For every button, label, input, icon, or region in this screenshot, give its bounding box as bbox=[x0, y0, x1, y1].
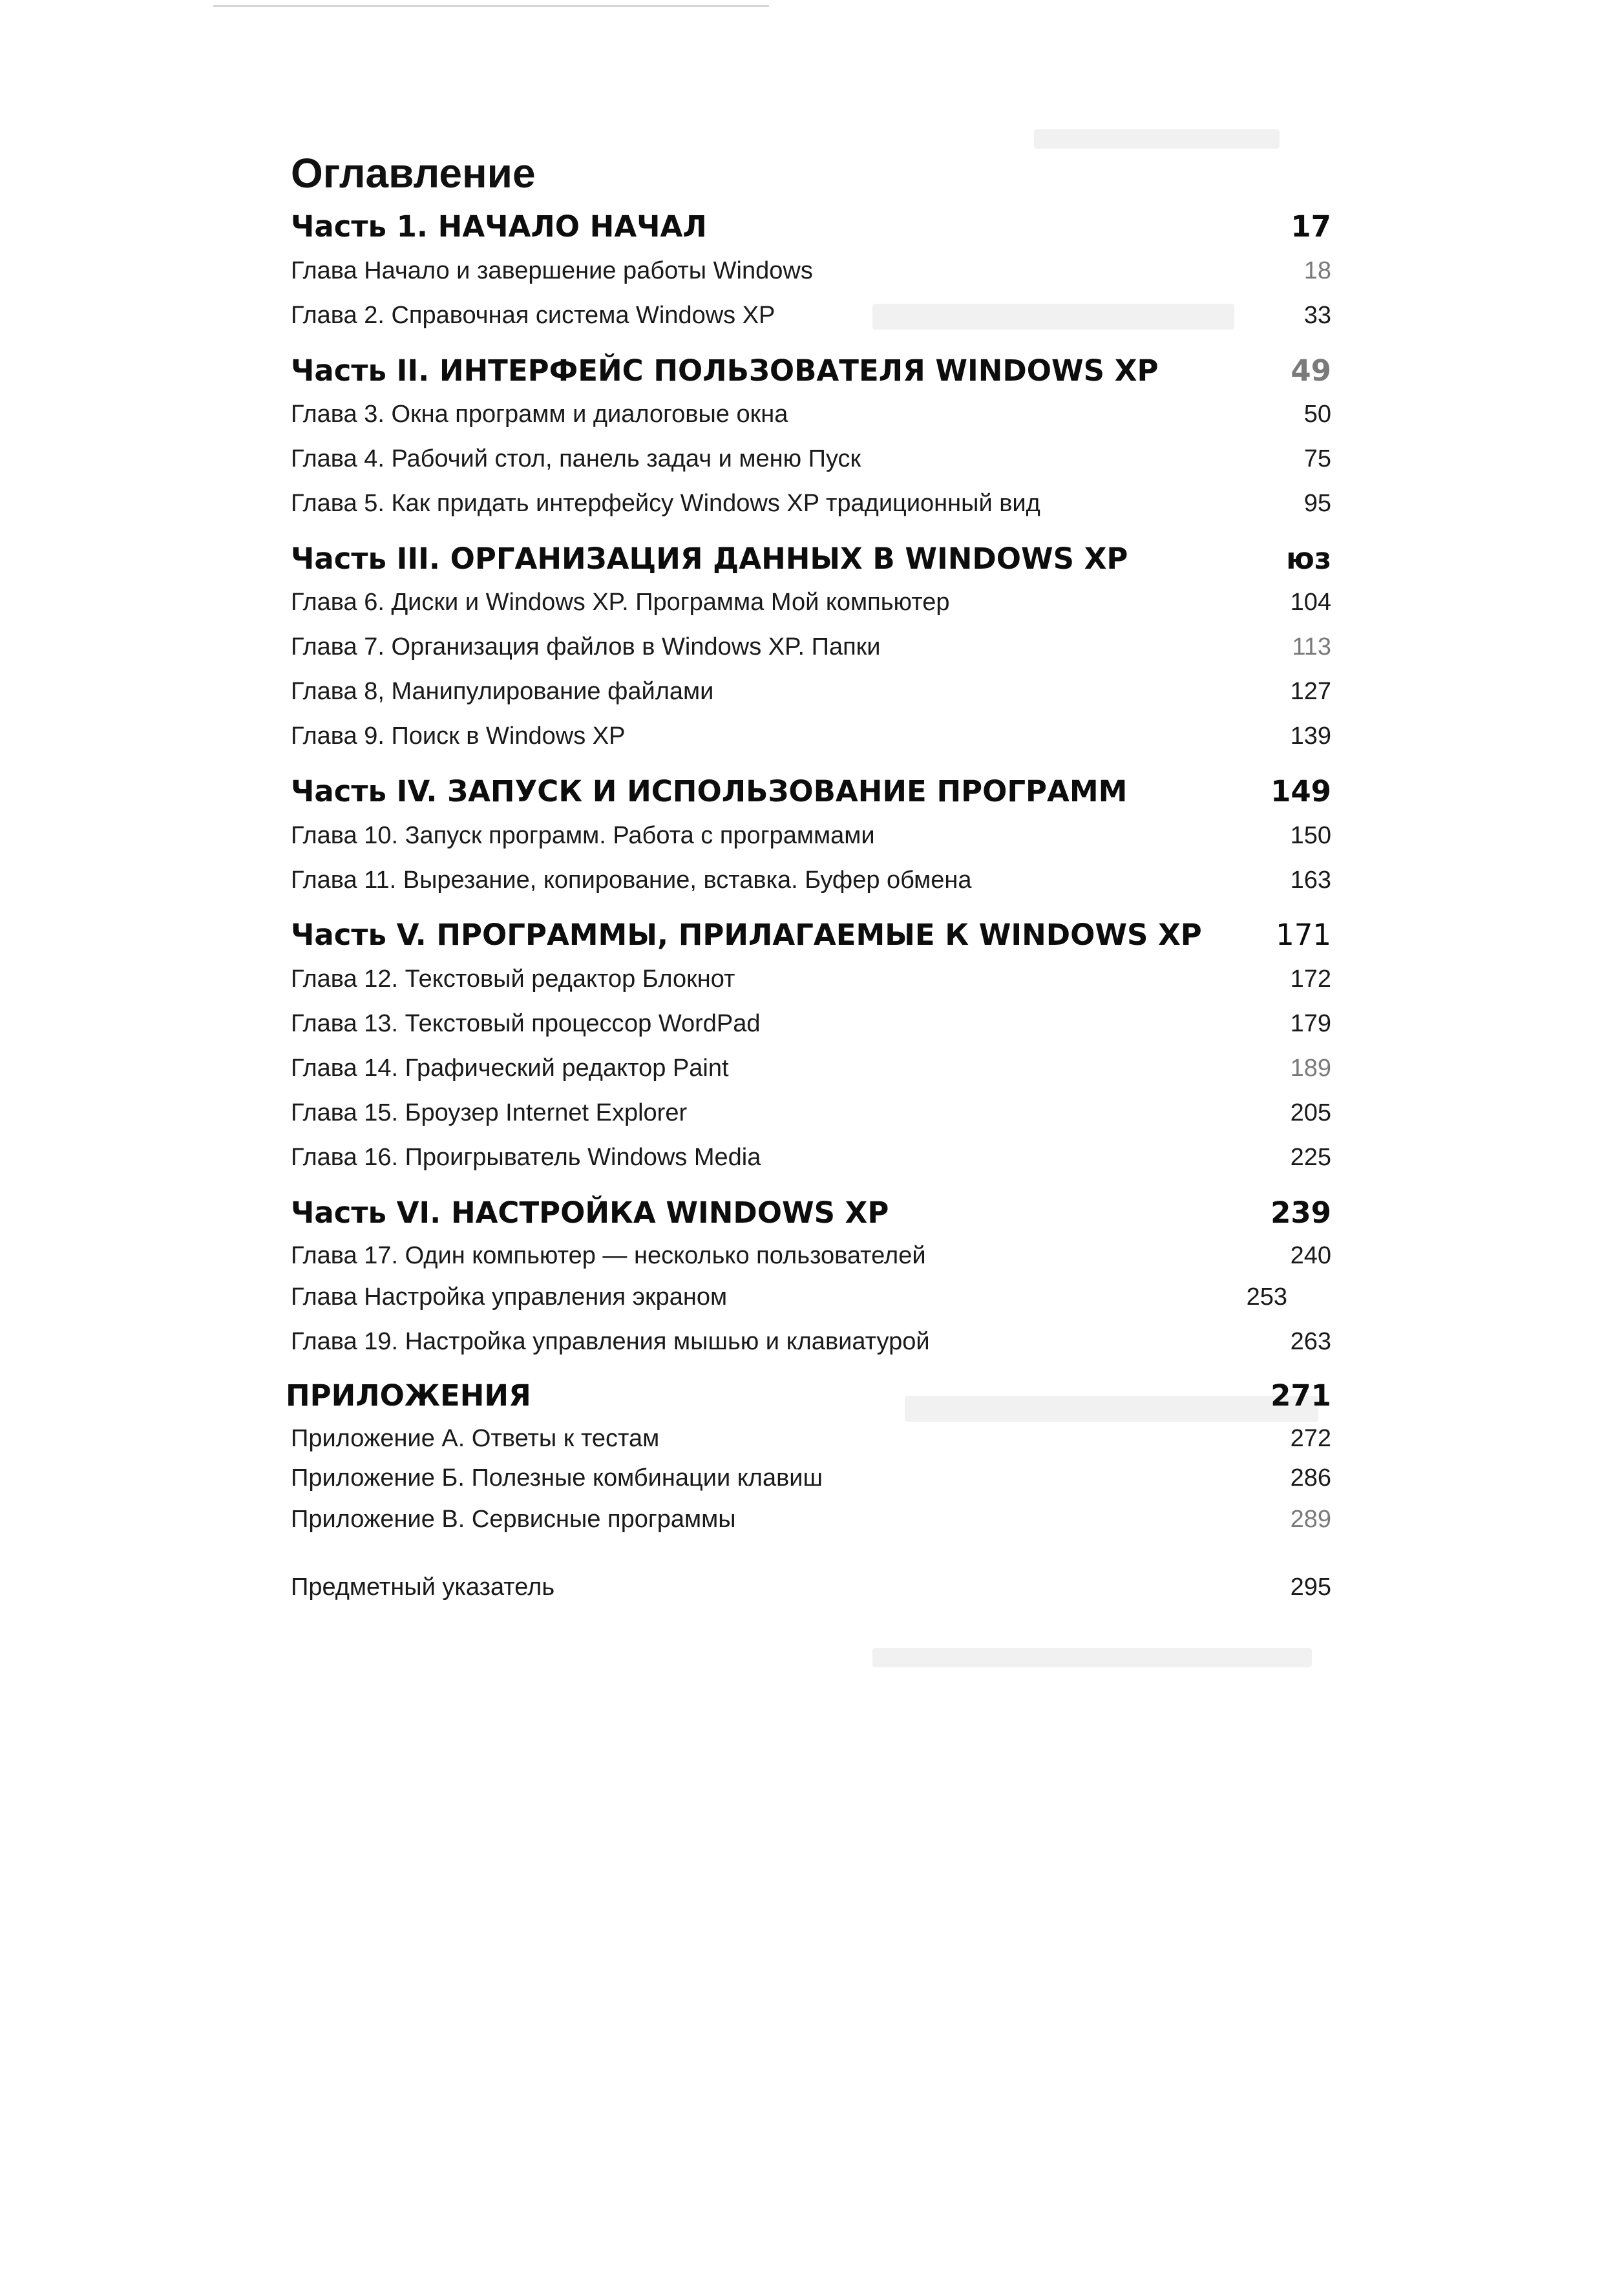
toc-page-number: юз bbox=[1286, 542, 1331, 576]
toc-part-row[interactable] bbox=[291, 209, 1331, 248]
toc-chapter-label: Глава 7. Организация файлов в Windows XP. Папки bbox=[291, 633, 881, 660]
toc-chapter-label: Глава 11. Вырезание, копирование, вставка. Буфер обмена bbox=[291, 867, 972, 894]
toc-part-label: ПРИЛОЖЕНИЯ bbox=[286, 1378, 531, 1413]
toc-page-number: 240 bbox=[1290, 1242, 1331, 1269]
toc-page-number: 127 bbox=[1290, 678, 1331, 705]
toc-page-number: 205 bbox=[1290, 1099, 1331, 1126]
toc-chapter-label: Приложение Б. Полезные комбинации клавиш bbox=[291, 1464, 823, 1492]
toc-chapter-label: Глава 10. Запуск программ. Работа с программами bbox=[291, 822, 875, 849]
toc-part-label: Часть VI. НАСТРОЙКА WINDOWS XP bbox=[291, 1196, 889, 1230]
toc-chapter-row[interactable] bbox=[291, 1506, 1331, 1545]
toc-chapter-row[interactable] bbox=[291, 822, 1331, 861]
toc-chapter-label: Глава 13. Текстовый процессор WordPad bbox=[291, 1010, 761, 1037]
toc-page-number: 179 bbox=[1290, 1010, 1331, 1037]
toc-part-label: Часть V. ПРОГРАММЫ, ПРИЛАГАЕМЫЕ К WINDOWS XP bbox=[291, 918, 1202, 952]
toc-chapter-row[interactable] bbox=[291, 867, 1331, 905]
toc-page-number: 189 bbox=[1290, 1055, 1331, 1082]
toc-page-number: 172 bbox=[1290, 965, 1331, 993]
toc-chapter-row[interactable] bbox=[291, 965, 1331, 1004]
toc-chapter-label: Глава 12. Текстовый редактор Блокнот bbox=[291, 965, 735, 993]
toc-chapter-label: Глава Начало и завершение работы Windows bbox=[291, 257, 813, 284]
toc-part-label: Часть III. ОРГАНИЗАЦИЯ ДАННЫХ В WINDOWS XP bbox=[291, 542, 1128, 576]
toc-page-number: 149 bbox=[1271, 774, 1331, 808]
toc-part-row[interactable] bbox=[291, 1196, 1331, 1234]
toc-chapter-label: Приложение А. Ответы к тестам bbox=[291, 1425, 660, 1452]
toc-page-number: 75 bbox=[1303, 445, 1331, 472]
toc-chapter-label: Глава 3. Окна программ и диалоговые окна bbox=[291, 401, 788, 428]
toc-index-row[interactable] bbox=[291, 1574, 1331, 1612]
toc-page-number: 171 bbox=[1276, 918, 1331, 952]
toc-page-number: 95 bbox=[1303, 490, 1331, 517]
toc-part-row[interactable] bbox=[286, 1378, 1331, 1417]
toc-page-number: 104 bbox=[1290, 589, 1331, 616]
toc-chapter-row[interactable] bbox=[291, 1144, 1331, 1183]
toc-chapter-row[interactable] bbox=[291, 1242, 1331, 1281]
toc-chapter-label: Глава 15. Броузер Internet Explorer bbox=[291, 1099, 688, 1126]
toc-chapter-row[interactable] bbox=[291, 1464, 1331, 1503]
toc-page-number: 253 bbox=[1246, 1283, 1287, 1311]
toc-chapter-row[interactable] bbox=[291, 589, 1331, 628]
toc-chapter-label: Приложение В. Сервисные программы bbox=[291, 1506, 736, 1533]
toc-part-row[interactable] bbox=[291, 542, 1331, 580]
toc-chapter-row[interactable] bbox=[291, 633, 1331, 672]
toc-page-number: 17 bbox=[1291, 209, 1331, 244]
toc-chapter-row[interactable] bbox=[291, 257, 1331, 296]
toc-page-number: 239 bbox=[1271, 1196, 1331, 1230]
toc-chapter-row[interactable] bbox=[291, 1010, 1331, 1049]
toc-chapter-row[interactable] bbox=[291, 1055, 1331, 1093]
toc-chapter-label: Глава 9. Поиск в Windows XP bbox=[291, 722, 626, 750]
toc-page-number: 225 bbox=[1290, 1144, 1331, 1171]
toc-chapter-row[interactable] bbox=[291, 678, 1331, 717]
toc-chapter-label: Глава 17. Один компьютер — несколько пользователей bbox=[291, 1242, 926, 1269]
toc-chapter-row[interactable] bbox=[291, 1328, 1331, 1367]
toc-page-number: 33 bbox=[1303, 302, 1331, 329]
toc-chapter-label: Глава 16. Проигрыватель Windows Media bbox=[291, 1144, 761, 1171]
toc-page-number: 49 bbox=[1291, 353, 1331, 388]
toc-page-number: 50 bbox=[1303, 401, 1331, 428]
toc-chapter-label: Глава 5. Как придать интерфейсу Windows XP традиционный вид bbox=[291, 490, 1040, 517]
toc-chapter-label: Глава 6. Диски и Windows XP. Программа Мой компьютер bbox=[291, 589, 950, 616]
toc-chapter-label: Глава 14. Графический редактор Paint bbox=[291, 1055, 729, 1082]
toc-chapter-row[interactable] bbox=[291, 490, 1331, 529]
toc-chapter-row[interactable] bbox=[291, 722, 1331, 761]
toc-page-number: 139 bbox=[1290, 722, 1331, 750]
toc-part-row[interactable] bbox=[291, 774, 1331, 813]
toc-chapter-label: Глава 2. Справочная система Windows XP bbox=[291, 302, 775, 329]
toc-part-row[interactable] bbox=[291, 353, 1331, 392]
toc-chapter-row[interactable] bbox=[291, 1283, 1331, 1322]
toc-part-label: Часть 1. НАЧАЛО НАЧАЛ bbox=[291, 209, 707, 244]
toc-chapter-label: Глава 8, Манипулирование файлами bbox=[291, 678, 714, 705]
toc-part-label: Часть II. ИНТЕРФЕЙС ПОЛЬЗОВАТЕЛЯ WINDOWS XP bbox=[291, 353, 1159, 388]
toc-part-label: Часть IV. ЗАПУСК И ИСПОЛЬЗОВАНИЕ ПРОГРАММ bbox=[291, 774, 1128, 808]
toc-chapter-row[interactable] bbox=[291, 401, 1331, 439]
page-title: Оглавление bbox=[291, 149, 536, 196]
toc-chapter-row[interactable] bbox=[291, 445, 1331, 484]
toc-chapter-label: Глава 4. Рабочий стол, панель задач и меню Пуск bbox=[291, 445, 861, 472]
toc-page-number: 271 bbox=[1271, 1378, 1331, 1413]
toc-part-row[interactable] bbox=[291, 918, 1331, 956]
toc-page-number: 150 bbox=[1290, 822, 1331, 849]
toc-chapter-label: Глава 19. Настройка управления мышью и клавиатурой bbox=[291, 1328, 930, 1355]
toc-page-number: 272 bbox=[1290, 1425, 1331, 1452]
toc-chapter-label: Предметный указатель bbox=[291, 1574, 555, 1601]
toc-chapter-row[interactable] bbox=[291, 302, 1331, 341]
toc-page-number: 295 bbox=[1290, 1574, 1331, 1601]
toc-page-number: 163 bbox=[1290, 867, 1331, 894]
toc-page-number: 286 bbox=[1290, 1464, 1331, 1492]
toc-page-number: 263 bbox=[1290, 1328, 1331, 1355]
toc-chapter-row[interactable] bbox=[291, 1425, 1331, 1464]
toc-chapter-label: Глава Настройка управления экраном bbox=[291, 1283, 728, 1311]
toc-page-number: 18 bbox=[1303, 257, 1331, 284]
toc-page-number: 289 bbox=[1290, 1506, 1331, 1533]
toc-page-number: 113 bbox=[1292, 633, 1331, 660]
toc-chapter-row[interactable] bbox=[291, 1099, 1331, 1138]
